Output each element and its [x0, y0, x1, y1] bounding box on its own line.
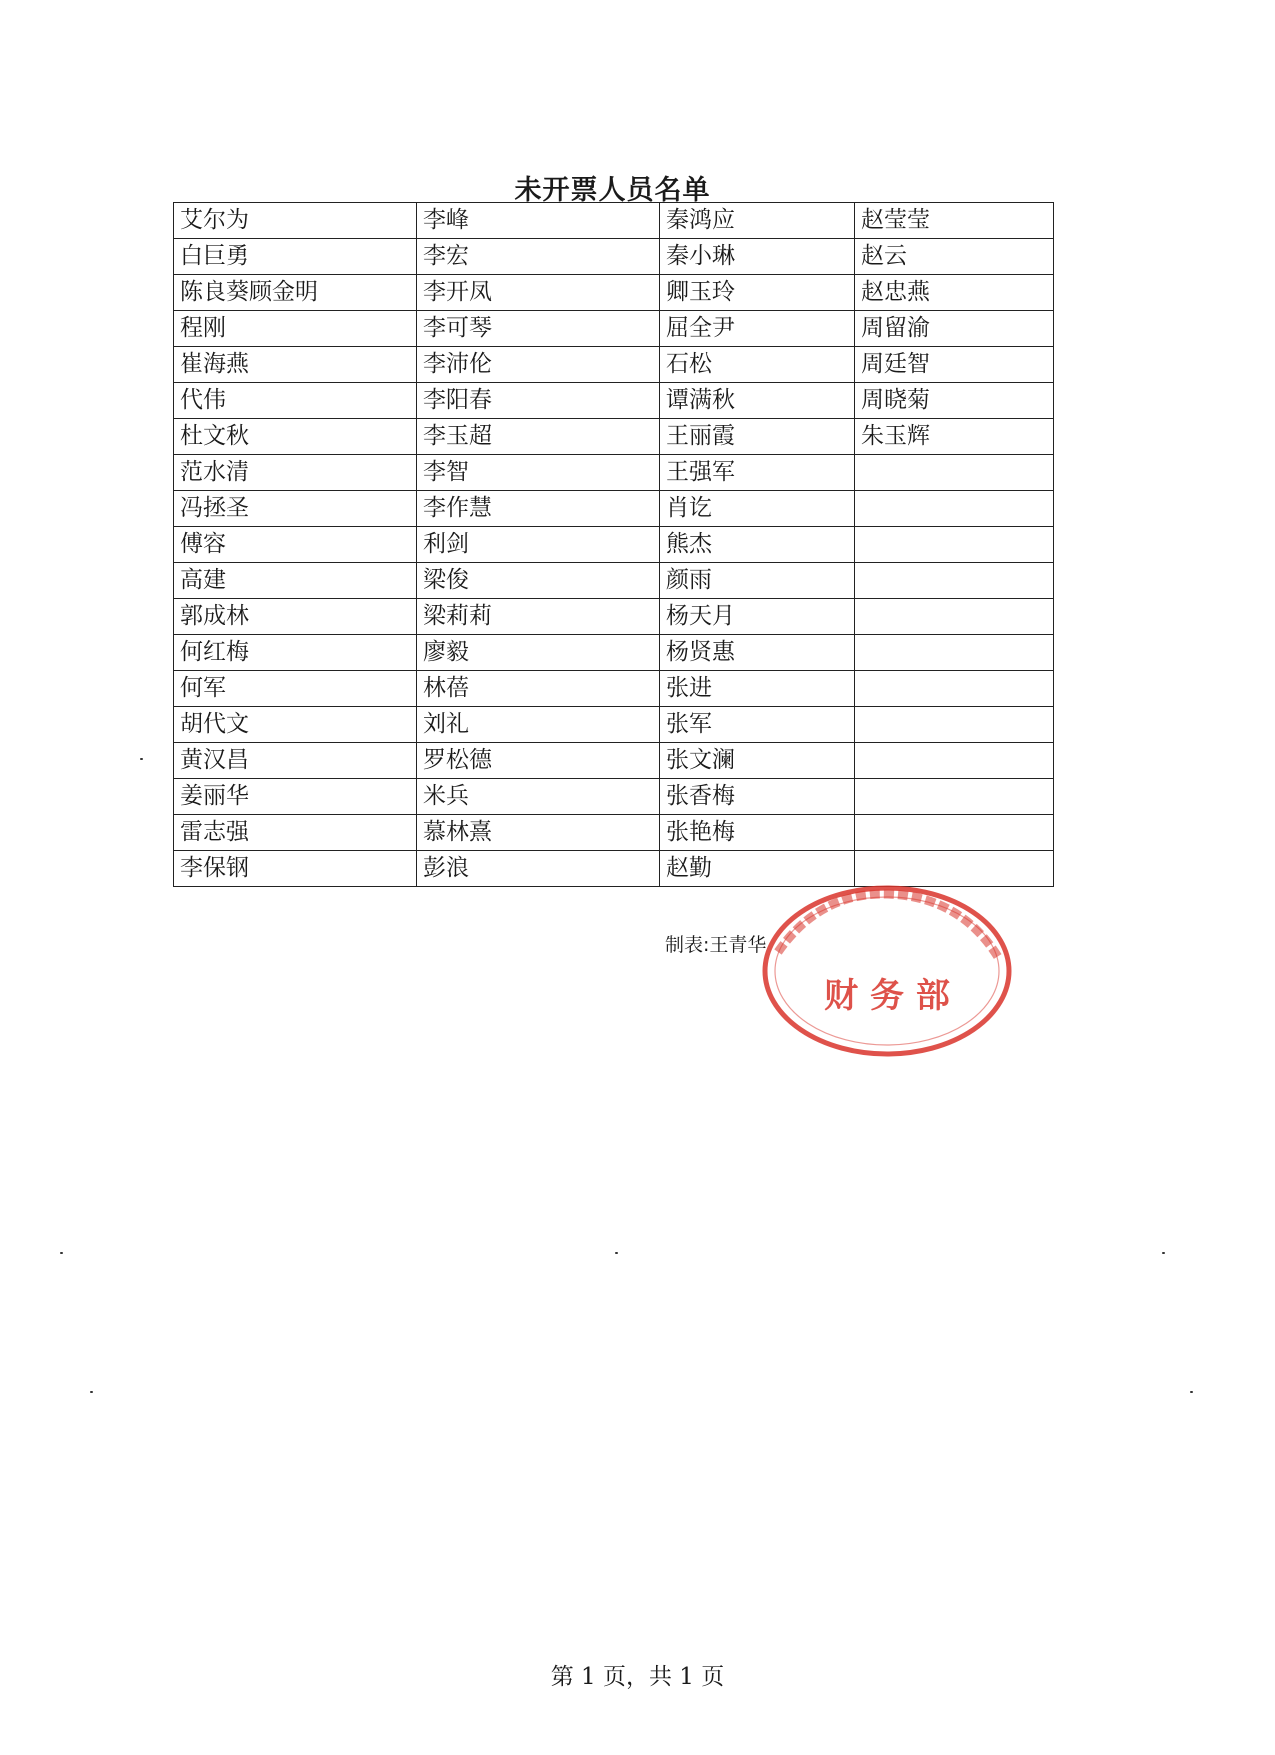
name-cell: 周留渝 [855, 311, 1054, 347]
table-row [174, 563, 1054, 599]
name-cell: 高建 [174, 563, 417, 599]
name-cell: 艾尔为 [174, 203, 417, 239]
name-cell: 王丽霞 [660, 419, 855, 455]
table-row [174, 311, 1054, 347]
name-cell: 卿玉玲 [660, 275, 855, 311]
name-cell: 代伟 [174, 383, 417, 419]
name-cell: 程刚 [174, 311, 417, 347]
name-cell [855, 815, 1054, 851]
table-row [174, 203, 1054, 239]
name-cell [855, 491, 1054, 527]
table-row [174, 239, 1054, 275]
table-row [174, 491, 1054, 527]
name-cell: 彭浪 [417, 851, 660, 887]
name-cell [855, 455, 1054, 491]
name-cell [855, 707, 1054, 743]
table-row [174, 455, 1054, 491]
table-row [174, 527, 1054, 563]
name-cell: 利剑 [417, 527, 660, 563]
name-cell: 颜雨 [660, 563, 855, 599]
table-row [174, 383, 1054, 419]
name-cell: 李阳春 [417, 383, 660, 419]
name-cell: 秦鸿应 [660, 203, 855, 239]
name-cell: 屈全尹 [660, 311, 855, 347]
scan-speck [140, 758, 143, 760]
name-cell: 陈良葵顾金明 [174, 275, 417, 311]
table-row [174, 707, 1054, 743]
name-cell: 杜文秋 [174, 419, 417, 455]
name-cell [855, 779, 1054, 815]
name-cell: 慕林熹 [417, 815, 660, 851]
name-cell: 李沛伦 [417, 347, 660, 383]
name-cell: 张军 [660, 707, 855, 743]
name-cell [855, 743, 1054, 779]
scan-speck [615, 1252, 618, 1254]
name-cell: 崔海燕 [174, 347, 417, 383]
name-cell: 廖毅 [417, 635, 660, 671]
finance-department-seal [760, 882, 1015, 1060]
name-cell: 赵莹莹 [855, 203, 1054, 239]
name-cell: 李开凤 [417, 275, 660, 311]
name-cell [855, 527, 1054, 563]
name-cell: 朱玉辉 [855, 419, 1054, 455]
name-cell: 罗松德 [417, 743, 660, 779]
table-row [174, 419, 1054, 455]
name-cell: 周晓菊 [855, 383, 1054, 419]
table-row [174, 671, 1054, 707]
prepared-by: 制表:王青华 [665, 934, 767, 956]
name-cell: 郭成林 [174, 599, 417, 635]
name-cell: 赵勤 [660, 851, 855, 887]
scan-speck [1190, 1391, 1193, 1393]
name-cell [855, 563, 1054, 599]
name-cell [855, 671, 1054, 707]
name-cell: 黄汉昌 [174, 743, 417, 779]
name-cell: 胡代文 [174, 707, 417, 743]
document-title: 未开票人员名单 [514, 175, 711, 206]
name-cell: 范水清 [174, 455, 417, 491]
name-cell: 张文澜 [660, 743, 855, 779]
name-cell: 石松 [660, 347, 855, 383]
name-cell: 李智 [417, 455, 660, 491]
name-cell: 李保钢 [174, 851, 417, 887]
name-cell: 李可琴 [417, 311, 660, 347]
name-cell: 冯拯圣 [174, 491, 417, 527]
table-row [174, 743, 1054, 779]
name-cell: 米兵 [417, 779, 660, 815]
seal-department-text: 财 务 部 [824, 976, 950, 1016]
name-cell: 赵忠燕 [855, 275, 1054, 311]
table-row [174, 347, 1054, 383]
name-cell: 周廷智 [855, 347, 1054, 383]
name-cell: 李作慧 [417, 491, 660, 527]
name-cell: 杨贤惠 [660, 635, 855, 671]
name-cell: 谭满秋 [660, 383, 855, 419]
name-cell: 梁俊 [417, 563, 660, 599]
scan-speck [90, 1391, 93, 1393]
names-table [173, 202, 1054, 887]
name-cell: 刘礼 [417, 707, 660, 743]
scan-speck [1162, 1252, 1165, 1254]
name-cell: 何军 [174, 671, 417, 707]
name-cell: 李宏 [417, 239, 660, 275]
table-row [174, 779, 1054, 815]
page-footer: 第 1 页，共 1 页 [550, 1664, 725, 1690]
table-row [174, 815, 1054, 851]
name-cell: 秦小琳 [660, 239, 855, 275]
name-cell: 白巨勇 [174, 239, 417, 275]
name-cell [855, 635, 1054, 671]
name-cell: 张香梅 [660, 779, 855, 815]
names-table-body [174, 203, 1054, 887]
name-cell: 傅容 [174, 527, 417, 563]
name-cell [855, 599, 1054, 635]
table-row [174, 635, 1054, 671]
name-cell: 张艳梅 [660, 815, 855, 851]
name-cell: 李玉超 [417, 419, 660, 455]
name-cell: 杨天月 [660, 599, 855, 635]
name-cell: 雷志强 [174, 815, 417, 851]
table-row [174, 275, 1054, 311]
scan-speck [60, 1252, 63, 1254]
table-row [174, 599, 1054, 635]
name-cell: 梁莉莉 [417, 599, 660, 635]
name-cell: 张进 [660, 671, 855, 707]
name-cell: 赵云 [855, 239, 1054, 275]
name-cell: 李峰 [417, 203, 660, 239]
name-cell: 林蓓 [417, 671, 660, 707]
name-cell: 何红梅 [174, 635, 417, 671]
name-cell: 熊杰 [660, 527, 855, 563]
name-cell: 肖讫 [660, 491, 855, 527]
name-cell: 王强军 [660, 455, 855, 491]
name-cell: 姜丽华 [174, 779, 417, 815]
